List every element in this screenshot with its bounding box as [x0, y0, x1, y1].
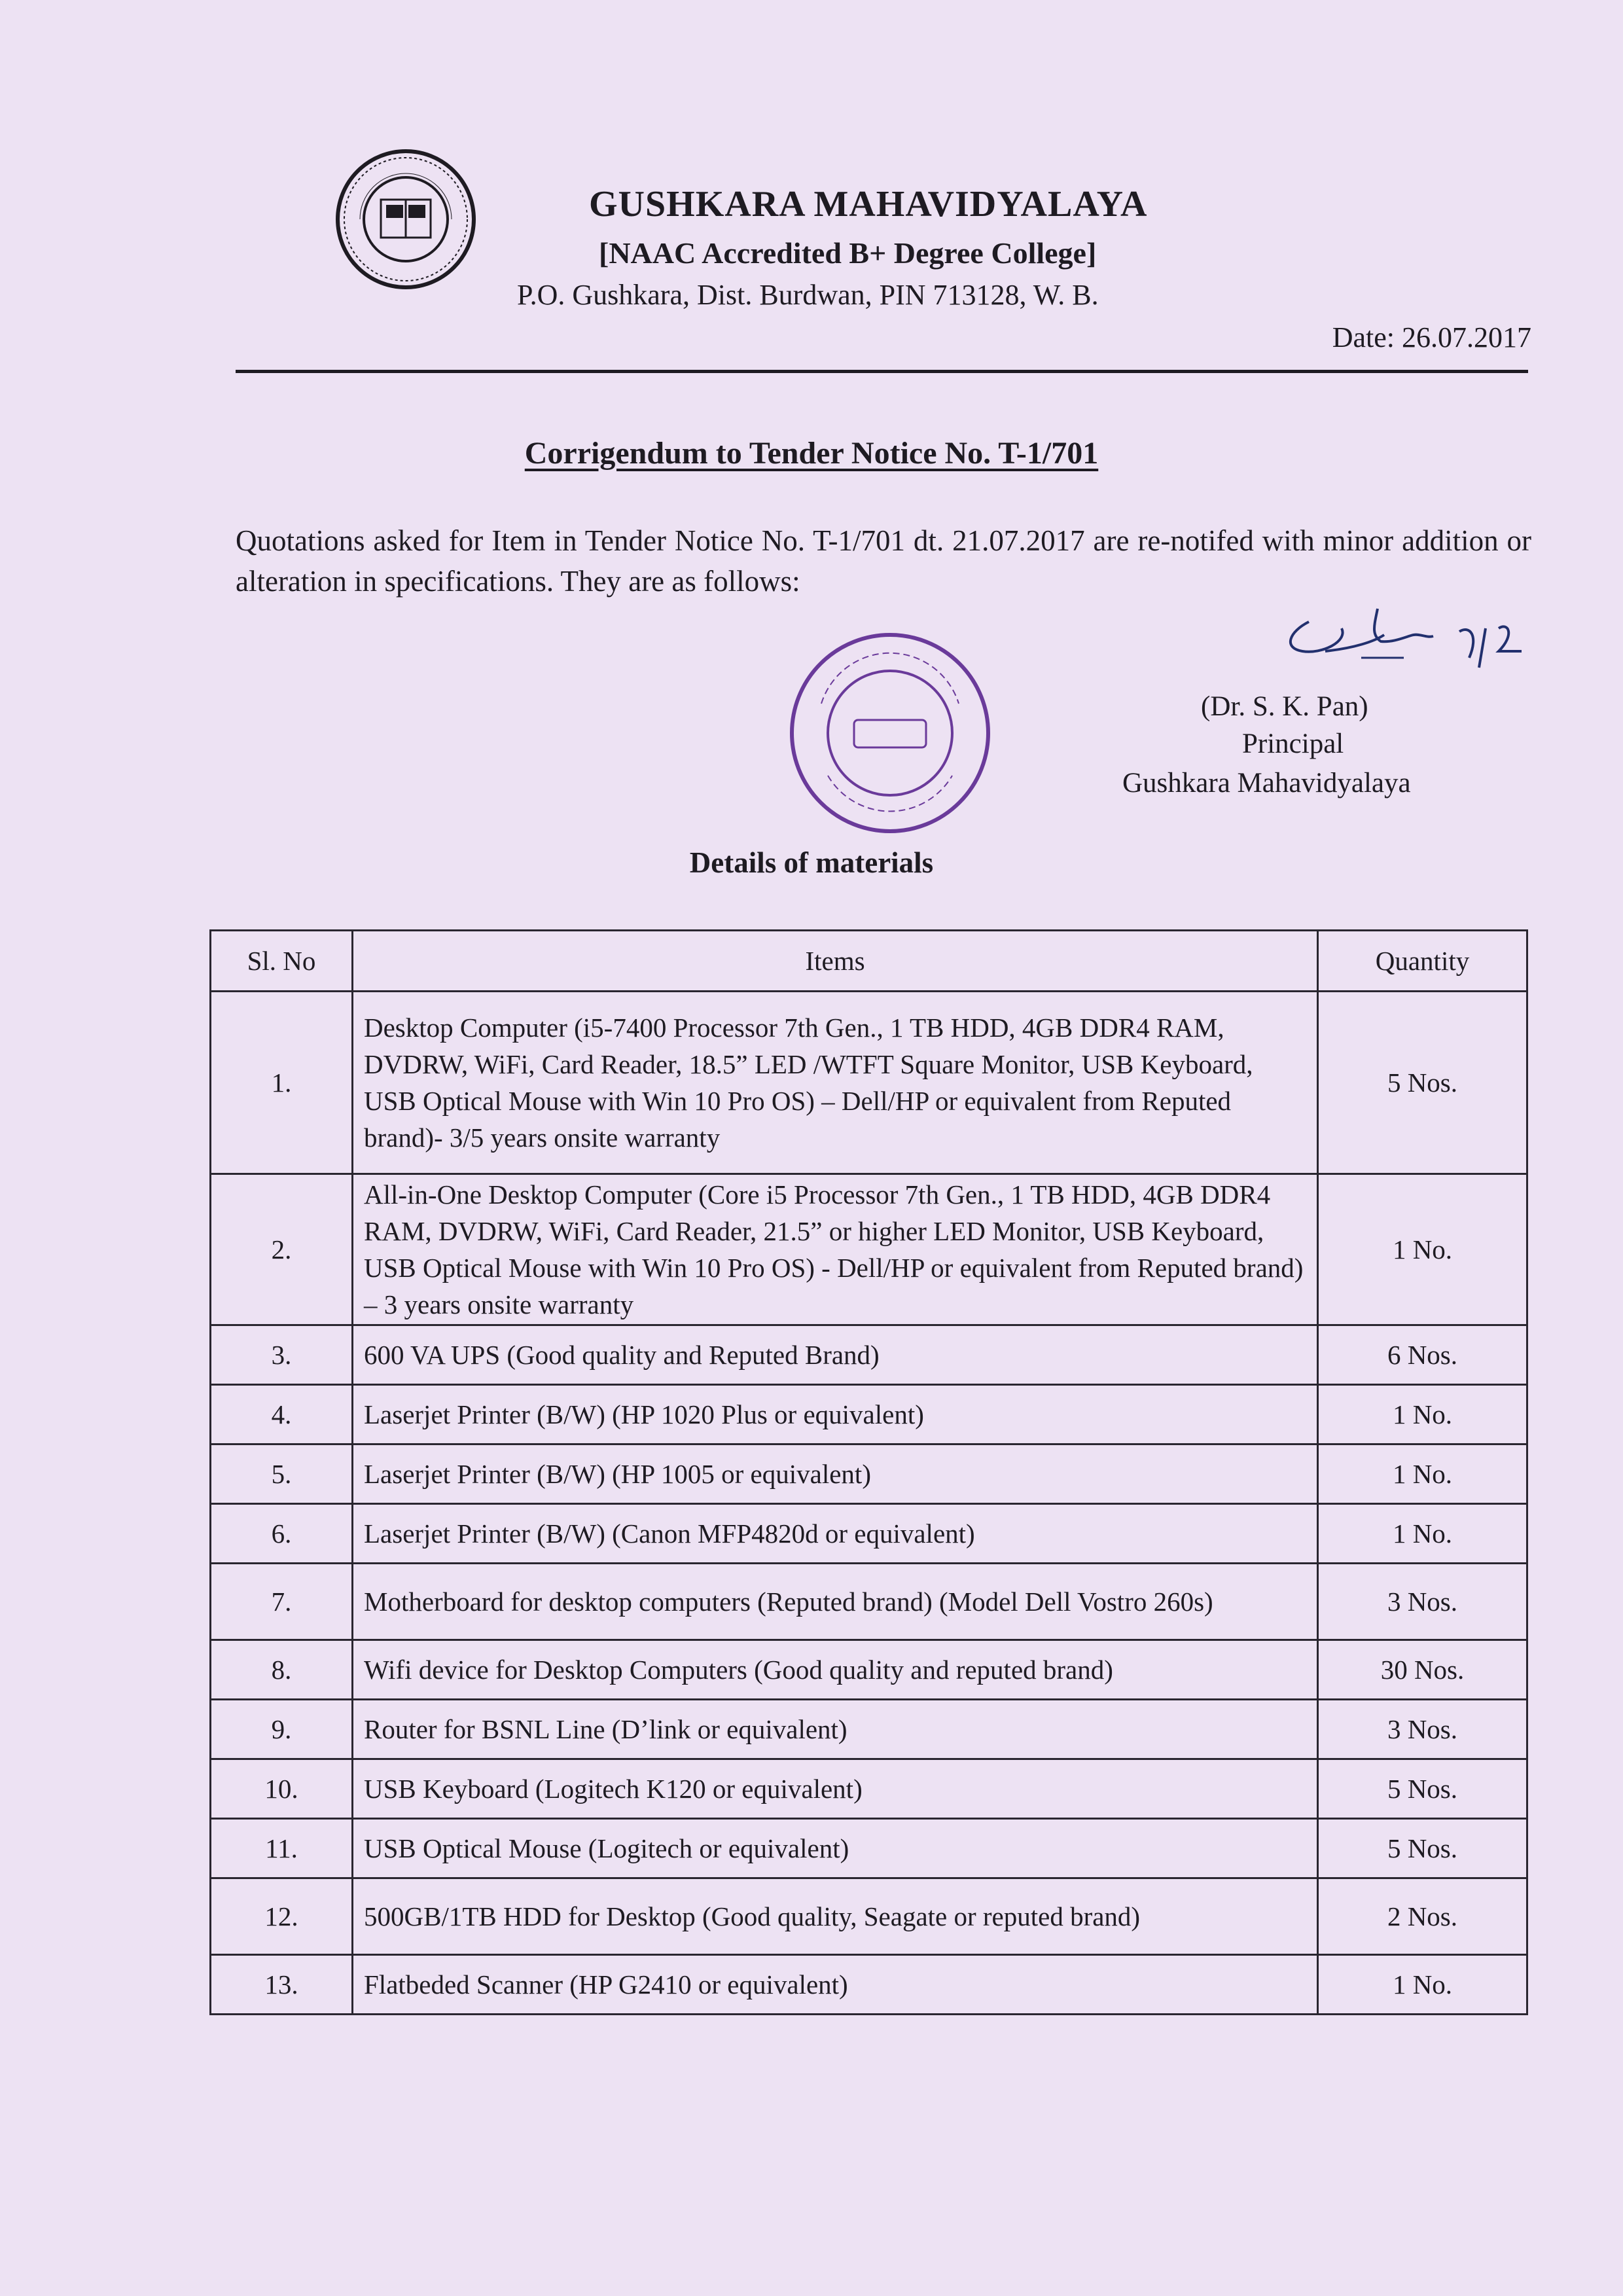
row-item: Desktop Computer (i5-7400 Processor 7th Gen., 1 TB HDD, 4GB DDR4 RAM, DVDRW, WiFi, Card Reader, 18.5” LED /WTFT Square Monitor, USB Keyboard, USB Optical Mouse with Win 10 Pro OS) – Dell/HP or equivalent from Reputed brand)- 3/5 years onsite warranty: [353, 992, 1318, 1174]
signatory-title: Principal: [1242, 728, 1344, 759]
table-row: [211, 1174, 1527, 1325]
row-item: 500GB/1TB HDD for Desktop (Good quality, Seagate or reputed brand): [353, 1878, 1318, 1955]
row-item: Router for BSNL Line (D’link or equivalent): [353, 1700, 1318, 1759]
row-item: Laserjet Printer (B/W) (Canon MFP4820d or equivalent): [353, 1504, 1318, 1564]
handwritten-signature: [1263, 596, 1538, 694]
row-sl-no: 4.: [211, 1385, 353, 1444]
table-row: [211, 1878, 1527, 1955]
table-row: [211, 1325, 1527, 1385]
row-quantity: 3 Nos.: [1318, 1700, 1527, 1759]
row-quantity: 30 Nos.: [1318, 1640, 1527, 1700]
materials-table: [209, 929, 1528, 2015]
row-item: USB Optical Mouse (Logitech or equivalent): [353, 1819, 1318, 1878]
row-sl-no: 8.: [211, 1640, 353, 1700]
college-name: GUSHKARA MAHAVIDYALAYA: [589, 184, 1148, 224]
row-sl-no: 2.: [211, 1174, 353, 1325]
row-item: Laserjet Printer (B/W) (HP 1005 or equivalent): [353, 1444, 1318, 1504]
notice-date: Date: 26.07.2017: [1332, 321, 1531, 353]
row-item: All-in-One Desktop Computer (Core i5 Processor 7th Gen., 1 TB HDD, 4GB DDR4 RAM, DVDRW, WiFi, Card Reader, 21.5” or higher LED Monitor, USB Keyboard, USB Optical Mouse with Win 10 Pro OS) - Dell/HP or equivalent from Reputed brand) – 3 years onsite warranty: [353, 1174, 1318, 1325]
notice-intro: Quotations asked for Item in Tender Notice No. T-1/701 dt. 21.07.2017 are re-notifed with minor addition or alteration in specifications. They are as follows:: [236, 524, 1531, 598]
table-row: [211, 1819, 1527, 1878]
row-sl-no: 11.: [211, 1819, 353, 1878]
table-row: [211, 1700, 1527, 1759]
row-quantity: 1 No.: [1318, 1174, 1527, 1325]
row-quantity: 1 No.: [1318, 1444, 1527, 1504]
table-row: [211, 1640, 1527, 1700]
row-quantity: 1 No.: [1318, 1504, 1527, 1564]
row-sl-no: 9.: [211, 1700, 353, 1759]
table-row: [211, 1564, 1527, 1640]
row-item: Wifi device for Desktop Computers (Good quality and reputed brand): [353, 1640, 1318, 1700]
table-row: [211, 1759, 1527, 1819]
header-quantity: Quantity: [1318, 931, 1527, 992]
row-item: Flatbeded Scanner (HP G2410 or equivalent): [353, 1955, 1318, 2015]
row-quantity: 3 Nos.: [1318, 1564, 1527, 1640]
table-row: [211, 1444, 1527, 1504]
official-stamp: [782, 625, 998, 841]
header-items: Items: [353, 931, 1318, 992]
row-quantity: 5 Nos.: [1318, 1759, 1527, 1819]
row-item: 600 VA UPS (Good quality and Reputed Brand): [353, 1325, 1318, 1385]
row-sl-no: 13.: [211, 1955, 353, 2015]
notice-title: Corrigendum to Tender Notice No. T-1/701: [524, 436, 1099, 471]
college-seal-logo: [334, 147, 478, 291]
row-item: Laserjet Printer (B/W) (HP 1020 Plus or equivalent): [353, 1385, 1318, 1444]
table-row: [211, 992, 1527, 1174]
table-row: [211, 1504, 1527, 1564]
signatory-name: (Dr. S. K. Pan): [1201, 691, 1368, 722]
header-sl-no: Sl. No: [211, 931, 353, 992]
accreditation-line: [NAAC Accredited B+ Degree College]: [599, 236, 1097, 270]
row-sl-no: 7.: [211, 1564, 353, 1640]
row-sl-no: 6.: [211, 1504, 353, 1564]
row-quantity: 1 No.: [1318, 1955, 1527, 2015]
row-quantity: 5 Nos.: [1318, 992, 1527, 1174]
header-divider: [236, 370, 1528, 373]
row-sl-no: 3.: [211, 1325, 353, 1385]
row-quantity: 5 Nos.: [1318, 1819, 1527, 1878]
row-sl-no: 1.: [211, 992, 353, 1174]
row-quantity: 6 Nos.: [1318, 1325, 1527, 1385]
row-item: Motherboard for desktop computers (Reputed brand) (Model Dell Vostro 260s): [353, 1564, 1318, 1640]
row-sl-no: 10.: [211, 1759, 353, 1819]
row-item: USB Keyboard (Logitech K120 or equivalent): [353, 1759, 1318, 1819]
row-sl-no: 12.: [211, 1878, 353, 1955]
college-address: P.O. Gushkara, Dist. Burdwan, PIN 713128, W. B.: [517, 279, 1099, 311]
table-row: [211, 1385, 1527, 1444]
table-header-row: [211, 931, 1527, 992]
row-quantity: 2 Nos.: [1318, 1878, 1527, 1955]
table-row: [211, 1955, 1527, 2015]
row-sl-no: 5.: [211, 1444, 353, 1504]
signatory-organization: Gushkara Mahavidyalaya: [1122, 768, 1411, 798]
details-heading: Details of materials: [689, 846, 934, 879]
row-quantity: 1 No.: [1318, 1385, 1527, 1444]
